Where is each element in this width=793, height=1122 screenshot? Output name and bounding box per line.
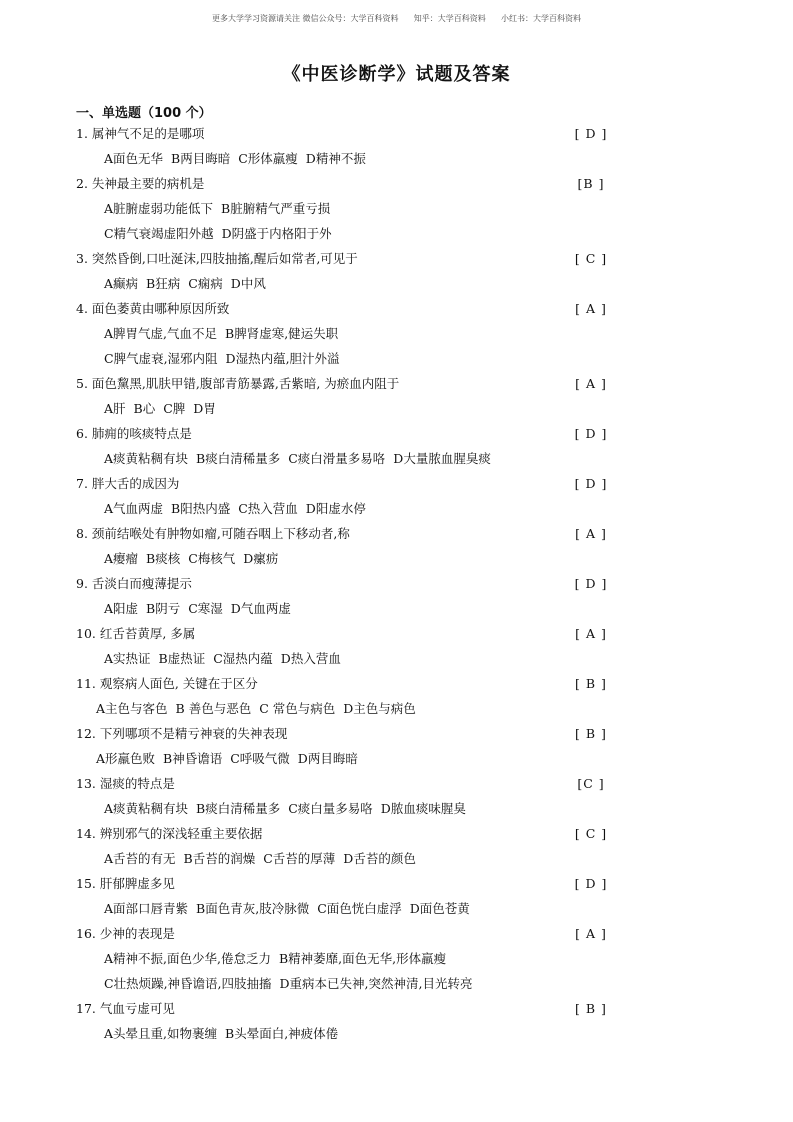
question-stem: 失神最主要的病机是: [91, 176, 205, 191]
option-choice: A脏腑虚弱功能低下: [104, 201, 214, 216]
question-item: [0, 296, 793, 321]
answer-key: [ A ]: [575, 526, 607, 541]
option-choice: C呼吸气微: [230, 751, 290, 766]
option-choice: B头晕面白,神疲体倦: [225, 1026, 339, 1041]
option-choice: C形体羸瘦: [238, 151, 298, 166]
question-number: 4.: [76, 301, 92, 316]
question-number: 6.: [76, 426, 92, 441]
question-stem: 气血亏虚可见: [99, 1001, 175, 1016]
option-choice: A面色无华: [104, 151, 164, 166]
question-item: [0, 871, 793, 896]
question-text: [76, 621, 195, 646]
option-choice: C舌苔的厚薄: [263, 851, 336, 866]
question-text: [76, 246, 358, 271]
option-choice: B痰白清稀量多: [196, 801, 281, 816]
answer-key: [ A ]: [575, 301, 607, 316]
question-item: [0, 621, 793, 646]
option-choice: D阳虚水停: [305, 501, 366, 516]
option-choice: A舌苔的有无: [104, 851, 176, 866]
option-line: [0, 746, 793, 771]
option-choice: A形羸色败: [96, 751, 156, 766]
option-choice: D气血两虚: [230, 601, 291, 616]
option-choice: A瘿瘤: [104, 551, 139, 566]
question-stem: 属神气不足的是哪项: [91, 126, 205, 141]
option-line: [0, 546, 793, 571]
option-choice: A肝: [104, 401, 126, 416]
option-line: [0, 146, 793, 171]
question-number: 12.: [76, 726, 100, 741]
option-choice: B神昏谵语: [163, 751, 223, 766]
question-number: 14.: [76, 826, 100, 841]
answer-key: [ A ]: [575, 926, 607, 941]
option-choice: A癫病: [104, 276, 139, 291]
answer-key: [ B ]: [575, 1001, 607, 1016]
option-choice: C精气衰竭虚阳外越: [104, 226, 214, 241]
option-line: [0, 396, 793, 421]
answer-key: [ B ]: [575, 726, 607, 741]
answer-key: [B ]: [577, 176, 605, 191]
question-item: [0, 921, 793, 946]
question-text: [76, 771, 175, 796]
option-choice: A脾胃气虚,气血不足: [104, 326, 218, 341]
option-line: [0, 946, 793, 971]
question-text: [76, 471, 179, 496]
option-choice: A主色与客色: [96, 701, 168, 716]
question-number: 17.: [76, 1001, 100, 1016]
option-choice: A实热证: [104, 651, 151, 666]
option-choice: B脏腑精气严重亏损: [221, 201, 331, 216]
question-number: 5.: [76, 376, 92, 391]
question-item: [0, 521, 793, 546]
question-item: [0, 471, 793, 496]
question-stem: 观察病人面色, 关键在于区分: [99, 676, 258, 691]
option-choice: A痰黄粘稠有块: [104, 801, 189, 816]
option-choice: B虚热证: [158, 651, 206, 666]
answer-key: [ D ]: [574, 476, 608, 491]
question-number: 7.: [76, 476, 92, 491]
answer-key: [ A ]: [575, 376, 607, 391]
option-choice: A气血两虚: [104, 501, 164, 516]
option-line: [0, 346, 793, 371]
question-text: [76, 921, 175, 946]
option-choice: C痫病: [188, 276, 223, 291]
option-line: [0, 796, 793, 821]
question-text: [76, 871, 175, 896]
option-choice: C脾气虚衰,湿邪内阻: [104, 351, 218, 366]
option-choice: D脓血痰味腥臭: [380, 801, 466, 816]
option-line: [0, 221, 793, 246]
question-number: 11.: [76, 676, 100, 691]
page-header: 更多大学学习资源请关注 微信公众号：大学百科资料 知乎：大学百科资料 小红书：大学百科资料: [211, 14, 582, 23]
answer-key: [ D ]: [574, 426, 608, 441]
option-choice: C寒湿: [188, 601, 223, 616]
option-choice: C痰白量多易咯: [288, 801, 373, 816]
question-item: [0, 721, 793, 746]
question-number: 15.: [76, 876, 100, 891]
option-choice: B狂病: [146, 276, 181, 291]
question-text: [76, 371, 399, 396]
option-line: [0, 846, 793, 871]
question-text: [76, 571, 192, 596]
option-choice: B 善色与恶色: [175, 701, 252, 716]
option-choice: C热入营血: [238, 501, 298, 516]
option-choice: A面部口唇青紫: [104, 901, 189, 916]
option-choice: B心: [133, 401, 156, 416]
option-choice: D大量脓血腥臭痰: [393, 451, 491, 466]
option-line: [0, 971, 793, 996]
option-choice: C痰白滑量多易咯: [288, 451, 386, 466]
option-choice: B精神萎靡,面色无华,形体羸瘦: [278, 951, 447, 966]
option-choice: C脾: [163, 401, 186, 416]
option-choice: B痰白清稀量多: [196, 451, 281, 466]
answer-key: [ B ]: [575, 676, 607, 691]
option-line: [0, 1021, 793, 1046]
option-choice: D舌苔的颜色: [343, 851, 416, 866]
question-stem: 少神的表现是: [99, 926, 175, 941]
question-stem: 肺痈的咳痰特点是: [91, 426, 192, 441]
question-text: [76, 721, 287, 746]
question-item: [0, 421, 793, 446]
question-number: 9.: [76, 576, 92, 591]
answer-key: [ A ]: [575, 626, 607, 641]
option-choice: D瘰疬: [243, 551, 279, 566]
option-line: [0, 196, 793, 221]
question-stem: 颈前结喉处有肿物如瘤,可随吞咽上下移动者,称: [91, 526, 350, 541]
question-item: [0, 571, 793, 596]
question-number: 2.: [76, 176, 92, 191]
question-text: [76, 121, 204, 146]
option-line: [0, 696, 793, 721]
question-item: [0, 246, 793, 271]
question-stem: 胖大舌的成因为: [91, 476, 180, 491]
question-item: [0, 121, 793, 146]
option-choice: A阳虚: [104, 601, 139, 616]
option-choice: D两目晦暗: [297, 751, 358, 766]
question-number: 13.: [76, 776, 100, 791]
question-item: [0, 171, 793, 196]
option-choice: A痰黄粘稠有块: [104, 451, 189, 466]
question-stem: 舌淡白而瘦薄提示: [91, 576, 192, 591]
question-text: [76, 296, 229, 321]
option-choice: A精神不振,面色少华,倦怠乏力: [104, 951, 271, 966]
question-item: [0, 996, 793, 1021]
answer-key: [ D ]: [574, 126, 608, 141]
option-choice: C梅核气: [188, 551, 236, 566]
question-stem: 下列哪项不是精亏神衰的失神表现: [99, 726, 288, 741]
question-number: 1.: [76, 126, 92, 141]
option-line: [0, 321, 793, 346]
document-title: 《中医诊断学》试题及答案: [282, 64, 511, 85]
question-text: [76, 171, 204, 196]
option-choice: D湿热内蕴,胆汁外溢: [225, 351, 340, 366]
question-item: [0, 771, 793, 796]
option-choice: B阴亏: [146, 601, 181, 616]
question-list: [0, 121, 793, 1046]
question-stem: 面色黧黑,肌肤甲错,腹部青筋暴露,舌紫暗, 为瘀血内阻于: [91, 376, 400, 391]
question-text: [76, 521, 350, 546]
option-choice: B脾肾虚寒,健运失职: [225, 326, 339, 341]
option-choice: D胃: [193, 401, 216, 416]
option-choice: D阴盛于内格阳于外: [221, 226, 332, 241]
option-line: [0, 896, 793, 921]
option-choice: D主色与病色: [343, 701, 416, 716]
option-choice: D重病本已失神,突然神清,目光转亮: [279, 976, 473, 991]
option-line: [0, 646, 793, 671]
question-text: [76, 996, 175, 1021]
answer-key: [ C ]: [574, 826, 608, 841]
option-choice: C壮热烦躁,神昏谵语,四肢抽搐: [104, 976, 272, 991]
answer-key: [ C ]: [574, 251, 608, 266]
question-item: [0, 671, 793, 696]
question-text: [76, 421, 192, 446]
option-choice: B阳热内盛: [171, 501, 231, 516]
answer-key: [ D ]: [574, 876, 608, 891]
option-choice: B两目晦暗: [171, 151, 231, 166]
question-text: [76, 821, 262, 846]
answer-key: [ D ]: [574, 576, 608, 591]
section-heading: 一、单选题（100 个）: [76, 106, 212, 121]
option-choice: A头晕且重,如物裹缠: [104, 1026, 218, 1041]
option-choice: B痰核: [146, 551, 181, 566]
option-line: [0, 446, 793, 471]
question-number: 16.: [76, 926, 100, 941]
option-choice: C湿热内蕴: [213, 651, 273, 666]
question-stem: 辨别邪气的深浅轻重主要依据: [99, 826, 263, 841]
question-number: 8.: [76, 526, 92, 541]
question-stem: 面色萎黄由哪种原因所致: [91, 301, 230, 316]
question-stem: 湿痰的特点是: [99, 776, 175, 791]
answer-key: [C ]: [577, 776, 605, 791]
option-line: [0, 496, 793, 521]
question-stem: 肝郁脾虚多见: [99, 876, 175, 891]
question-item: [0, 371, 793, 396]
question-text: [76, 671, 258, 696]
question-number: 3.: [76, 251, 92, 266]
option-choice: B舌苔的润燥: [183, 851, 256, 866]
option-line: [0, 271, 793, 296]
option-choice: D热入营血: [280, 651, 341, 666]
question-number: 10.: [76, 626, 100, 641]
option-line: [0, 596, 793, 621]
option-choice: D中风: [230, 276, 266, 291]
option-choice: D面色苍黄: [409, 901, 470, 916]
option-choice: C面色恍白虚浮: [317, 901, 402, 916]
question-stem: 红舌苔黄厚, 多属: [99, 626, 196, 641]
option-choice: B面色青灰,肢冷脉微: [196, 901, 310, 916]
option-choice: D精神不振: [305, 151, 366, 166]
question-item: [0, 821, 793, 846]
question-stem: 突然昏倒,口吐涎沫,四肢抽搐,醒后如常者,可见于: [91, 251, 358, 266]
option-choice: C 常色与病色: [259, 701, 336, 716]
